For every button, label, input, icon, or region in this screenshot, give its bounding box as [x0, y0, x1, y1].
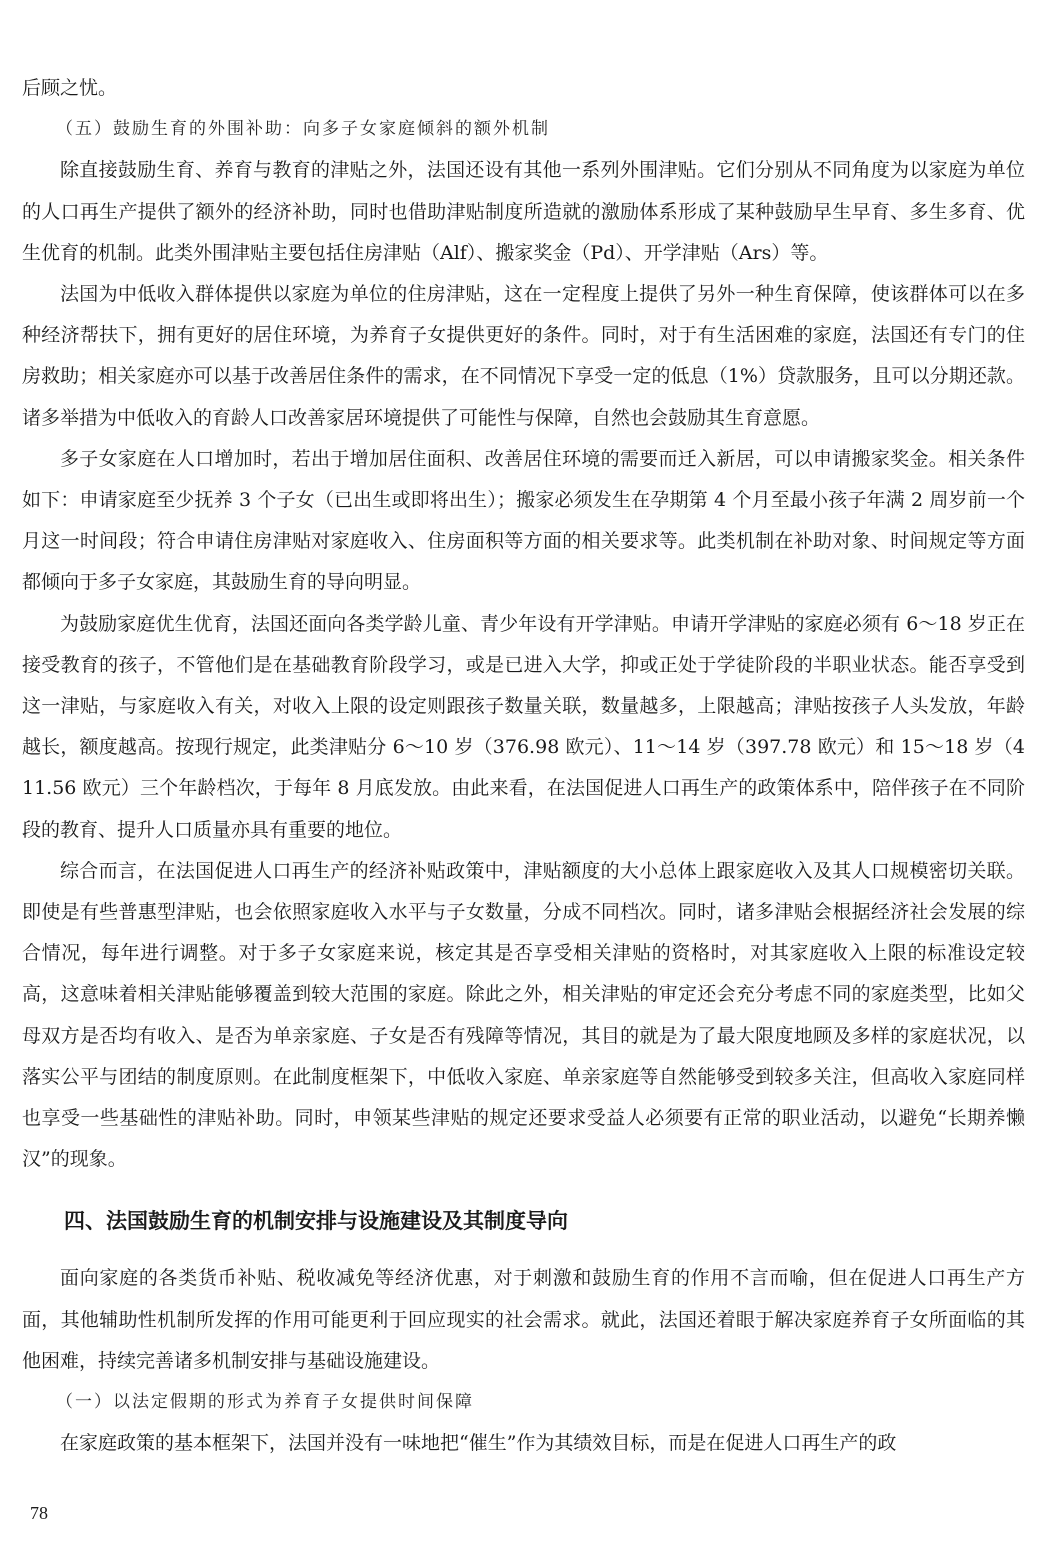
article-body	[22, 68, 1025, 1465]
paragraph-school-allowance: 为鼓励家庭优生优育，法国还面向各类学龄儿童、青少年设有开学津贴。申请开学津贴的家庭必须有 6～18 岁正在接受教育的孩子，不管他们是在基础教育阶段学习，或是已进入大学，抑或正处于学徒阶段的半职业状态。能否享受到这一津贴，与家庭收入有关，对收入上限的设定则跟孩子数量关联，数量越多，上限越高；津贴按孩子人头发放，年龄越长，额度越高。按现行规定，此类津贴分 6～10 岁（376.98 欧元）、11～14 岁（397.78 欧元）和 15～18 岁（411.56 欧元）三个年龄档次，于每年 8 月底发放。由此来看，在法国促进人口再生产的政策体系中，陪伴孩子在不同阶段的教育、提升人口质量亦具有重要的地位。	[22, 612, 1025, 841]
section-heading-4: 四、法国鼓励生育的机制安排与设施建设及其制度导向	[64, 1209, 568, 1234]
subsection-heading-5: （五）鼓励生育的外围补助：向多子女家庭倾斜的额外机制	[56, 119, 550, 140]
paragraph-summary: 综合而言，在法国促进人口再生产的经济补贴政策中，津贴额度的大小总体上跟家庭收入及其人口规模密切关联。即使是有些普惠型津贴，也会依照家庭收入水平与子女数量，分成不同档次。同时，诸多津贴会根据经济社会发展的综合情况，每年进行调整。对于多子女家庭来说，核定其是否享受相关津贴的资格时，对其家庭收入上限的标准设定较高，这意味着相关津贴能够覆盖到较大范围的家庭。除此之外，相关津贴的审定还会充分考虑不同的家庭类型，比如父母双方是否均有收入、是否为单亲家庭、子女是否有残障等情况，其目的就是为了最大限度地顾及多样的家庭状况，以落实公平与团结的制度原则。在此制度框架下，中低收入家庭、单亲家庭等自然能够受到较多关注，但高收入家庭同样也享受一些基础性的津贴补助。同时，申领某些津贴的规定还要求受益人必须要有正常的职业活动，以避免“长期养懒汉”的现象。	[22, 859, 1025, 1171]
paragraph-legal-leave: 在家庭政策的基本框架下，法国并没有一味地把“催生”作为其绩效目标，而是在促进人口再生产的政	[60, 1432, 897, 1455]
paragraph-housing-allowance: 法国为中低收入群体提供以家庭为单位的住房津贴，这在一定程度上提供了另外一种生育保障，使该群体可以在多种经济帮扶下，拥有更好的居住环境，为养育子女提供更好的条件。同时，对于有生活困难的家庭，法国还有专门的住房救助；相关家庭亦可以基于改善居住条件的需求，在不同情况下享受一定的低息（1%）贷款服务，且可以分期还款。诸多举措为中低收入的育龄人口改善家居环境提供了可能性与保障，自然也会鼓励其生育意愿。	[22, 283, 1025, 429]
page-number: 78	[30, 1503, 48, 1523]
paragraph-moving-bonus: 多子女家庭在人口增加时，若出于增加居住面积、改善居住环境的需要而迁入新居，可以申请搬家奖金。相关条件如下：申请家庭至少抚养 3 个子女（已出生或即将出生）；搬家必须发生在孕期第 4 个月至最小孩子年满 2 周岁前一个月这一时间段；符合申请住房津贴对家庭收入、住房面积等方面的相关要求等。此类机制在补助对象、时间规定等方面都倾向于多子女家庭，其鼓励生育的导向明显。	[22, 447, 1025, 594]
paragraph-continued: 后顾之忧。	[22, 77, 118, 99]
paragraph-section-intro: 面向家庭的各类货币补贴、税收减免等经济优惠，对于刺激和鼓励生育的作用不言而喻，但在促进人口再生产方面，其他辅助性机制所发挥的作用可能更利于回应现实的社会需求。就此，法国还着眼于解决家庭养育子女所面临的其他困难，持续完善诸多机制安排与基础设施建设。	[22, 1267, 1025, 1372]
paragraph-peripheral-allowances: 除直接鼓励生育、养育与教育的津贴之外，法国还设有其他一系列外围津贴。它们分别从不同角度为以家庭为单位的人口再生产提供了额外的经济补助，同时也借助津贴制度所造就的激励体系形成了某种鼓励早生早育、多生多育、优生优育的机制。此类外围津贴主要包括住房津贴（Alf）、搬家奖金（Pd）、开学津贴（Ars）等。	[22, 159, 1025, 264]
subsection-heading-1: （一）以法定假期的形式为养育子女提供时间保障	[56, 1392, 474, 1413]
